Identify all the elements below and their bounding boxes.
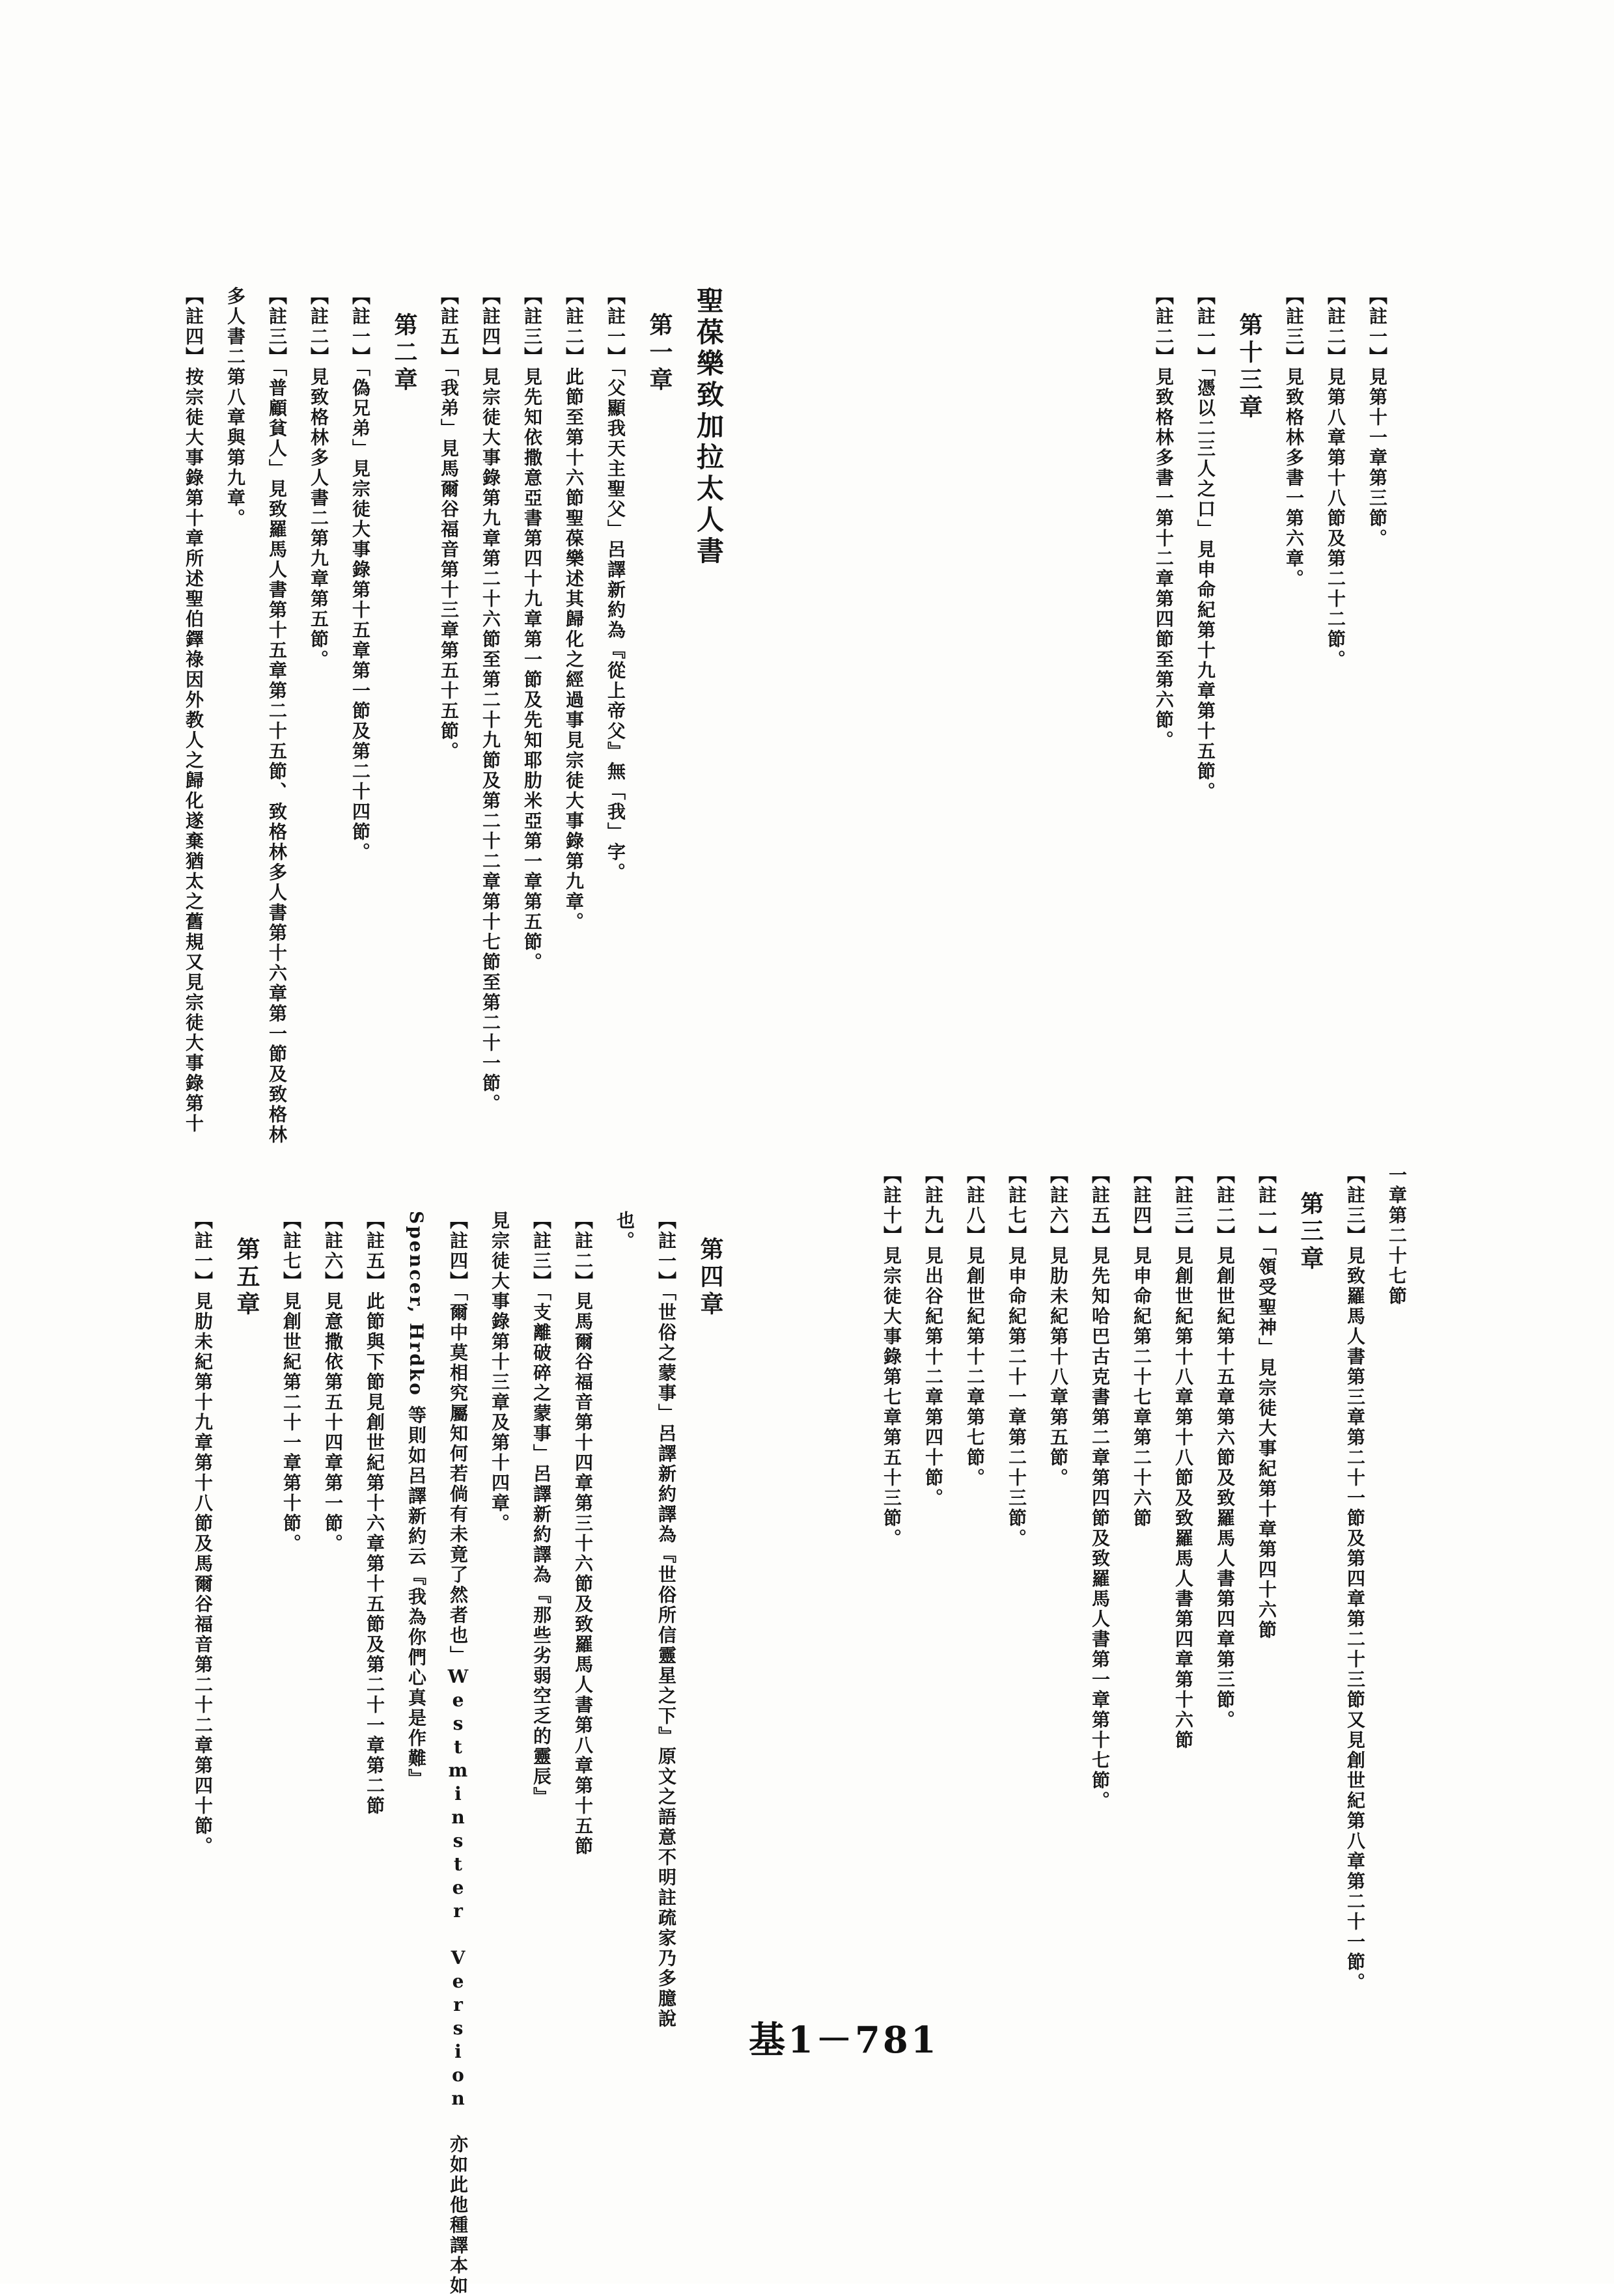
book-title: 聖葆樂致加拉太人書 bbox=[693, 286, 725, 568]
footnote-column: 【註一】「世俗之蒙事」呂譯新約譯為『世俗所信靈星之下』原文之語意不明註疏家乃多臆說 bbox=[656, 1211, 677, 2029]
footnote-column: 【註一】見第十一章第三節。 bbox=[1367, 286, 1388, 549]
footnote-column: 【註七】見創世紀第二十一章第十節。 bbox=[281, 1211, 302, 1554]
footnote-column: 【註三】見致羅馬人書第三章第二十一節及第四章第二十三節又見創世紀第八章第二十一節。 bbox=[1344, 1165, 1366, 1993]
footnote-column: 【註五】此節與下節見創世紀第十六章第十五節及第二十一章第二節 bbox=[364, 1211, 385, 1816]
footnote-column: 【註五】「我弟」見馬爾谷福音第十三章第五十五節。 bbox=[438, 286, 460, 762]
footnote-column: 【註一】「偽兄弟」見宗徒大事錄第十五章第一節及第二十四節。 bbox=[350, 286, 371, 863]
footnote-column: 【註五】見先知哈巴古克書第二章第四節及致羅馬人書第一章第十七節。 bbox=[1089, 1165, 1111, 1811]
footnote-column: Spencer, Hrdko 等則如呂譯新約云『我為你們心真是作難』 bbox=[406, 1211, 427, 1789]
footnote-column: 【註七】見申命紀第二十一章第二十三節。 bbox=[1006, 1165, 1027, 1549]
upper-right-notes bbox=[1131, 286, 1386, 802]
footnote-column: 【註三】見創世紀第十八章第十八節及致羅馬人書第四章第十六節 bbox=[1173, 1165, 1194, 1750]
chapter-heading: 第三章 bbox=[1297, 1191, 1324, 1273]
footnote-column: 【註三】「普顧貧人」見致羅馬人書第十五章第二十五節、致格林多人書第十六章第一節及致格林 bbox=[266, 286, 288, 1145]
footnote-column: 【註六】見肋未紀第十八章第五節。 bbox=[1048, 1165, 1069, 1488]
footnote-column: 一章第二十七節 bbox=[1386, 1165, 1408, 1307]
footnote-column: 【註二】見第八章第十八節及第二十二節。 bbox=[1325, 286, 1346, 670]
footnote-column: 【註一】「父顯我天主聖父」呂譯新約為『從上帝父』無「我」字。 bbox=[605, 286, 626, 883]
footnote-column: 【註八】見創世紀第十二章第七節。 bbox=[964, 1165, 986, 1488]
footnote-column: 【註一】見肋未紀第十九章第十八節及馬爾谷福音第二十二章第四十節。 bbox=[192, 1211, 214, 1857]
footnote-column: 【註二】見致格林多書一第十二章第四節至第六節。 bbox=[1153, 286, 1175, 751]
footnote-column: 【註二】見致格林多人書二第九章第五節。 bbox=[308, 286, 329, 670]
footnote-column: 【註四】見宗徒大事錄第九章第二十六節至第二十九節及第二十二章第十七節至第二十一節。 bbox=[480, 286, 501, 1114]
footnote-column: 【註二】見馬爾谷福音第十四章第三十六節及致羅馬人書第八章第十五節 bbox=[572, 1211, 594, 1857]
footnote-column: 【註六】見意撒依第五十四章第一節。 bbox=[322, 1211, 344, 1554]
footnote-column: 【註四】按宗徒大事錄第十章所述聖伯鐸祿因外教人之歸化遂棄猶太之舊規又見宗徒大事錄第十 bbox=[183, 286, 204, 1134]
chapter-heading: 第一章 bbox=[646, 312, 673, 394]
page-number: 基1－781 bbox=[749, 2019, 939, 2062]
footnote-column: 見宗徒大事錄第十三章及第十四章。 bbox=[489, 1211, 510, 1534]
chapter-heading: 第四章 bbox=[697, 1237, 724, 1319]
footnote-column: 【註二】見創世紀第十五章第六節及致羅馬人書第四章第三節。 bbox=[1214, 1165, 1236, 1730]
lower-right-notes bbox=[859, 1165, 1406, 1993]
footnote-column: 【註九】見出谷紀第十二章第四十節。 bbox=[923, 1165, 944, 1508]
footnote-column: 【註一】「領受聖神」見宗徒大事紀第十章第四十六節 bbox=[1256, 1165, 1277, 1640]
lower-left-notes bbox=[170, 1211, 722, 2296]
footnote-column: 【註四】見申命紀第二十七章第二十六節 bbox=[1131, 1165, 1152, 1528]
footnote-column: 【註二】此節至第十六節聖葆樂述其歸化之經過事見宗徒大事錄第九章。 bbox=[563, 286, 585, 932]
chapter-heading: 第二章 bbox=[391, 312, 418, 394]
footnote-column: 【註四】「爾中莫相究屬知何若倘有未竟了然者也」Westminster Version 亦如此他種譯本如 bbox=[447, 1211, 469, 2296]
footnote-column: 【註三】見致格林多書一第六章。 bbox=[1283, 286, 1305, 589]
footnote-column: 多人書二第八章與第九章。 bbox=[225, 286, 246, 529]
chapter-heading: 第五章 bbox=[233, 1237, 260, 1319]
footnote-column: 也。 bbox=[614, 1211, 635, 1251]
footnote-column: 【註三】見先知依撒意亞書第四十九章第一節及先知耶肋米亞第一章第五節。 bbox=[522, 286, 543, 973]
upper-left-notes bbox=[161, 286, 725, 1145]
footnote-column: 【註十】見宗徒大事錄第七章第五十三節。 bbox=[881, 1165, 902, 1549]
footnote-column: 【註一】「憑以二三人之口」見申命紀第十九章第十五節。 bbox=[1195, 286, 1216, 802]
chapter-heading: 第十三章 bbox=[1236, 312, 1263, 422]
footnote-column: 【註三】「支離破碎之蒙事」呂譯新約譯為『那些劣弱空乏的靈辰』 bbox=[531, 1211, 552, 1807]
